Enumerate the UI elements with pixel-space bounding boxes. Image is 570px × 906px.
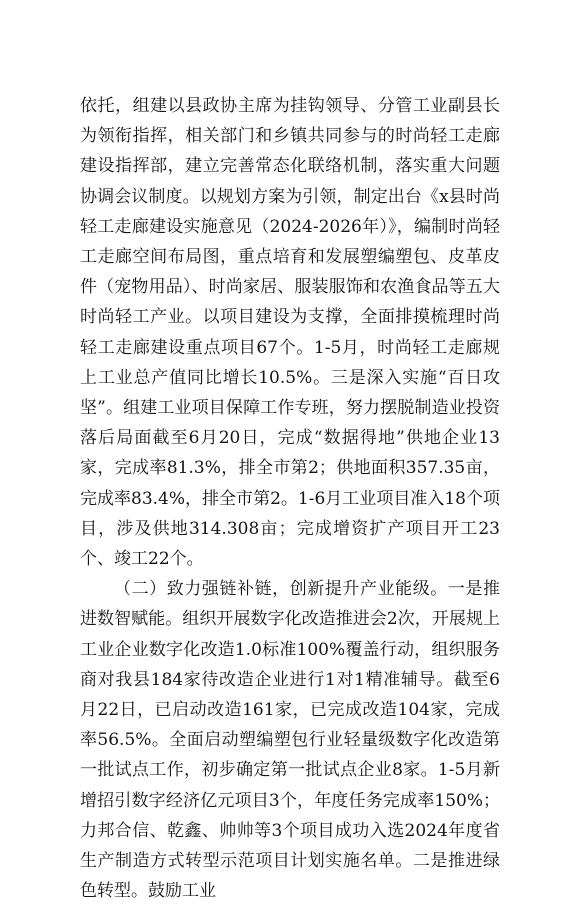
paragraph-continued: 依托，组建以县政协主席为挂钩领导、分管工业副县长为领衔指挥，相关部门和乡镇共同参与的时尚轻工走廊建设指挥部，建立完善常态化联络机制，落实重大问题协调会议制度。以规划方案为引领，制定出台《x县时尚轻工走廊建设实施意见（2024-2026年）》，编制时尚轻工走廊空间布局图，重点培育和发展塑编塑包、皮革皮件（宠物用品）、时尚家居、服装服饰和农渔食品等五大时尚轻工产业。以项目建设为支撑，全面排摸梳理时尚轻工走廊建设重点项目67个。1-5月，时尚轻工走廊规上工业总产值同比增长10.5%。三是深入实施“百日攻坚”。组建工业项目保障工作专班，努力摆脱制造业投资落后局面截至6月20日，完成“数据得地”供地企业13家，完成率81.3%，排全市第2；供地面积357.35亩，完成率83.4%，排全市第2。1-6月工业项目准入18个项目，涉及供地314.308亩；完成增资扩产项目开工23个、竣工22个。: [80, 96, 500, 570]
document-body: [80, 91, 500, 906]
paragraph-section-two: （二）致力强链补链，创新提升产业能级。一是推进数智赋能。组织开展数字化改造推进会2次，开展规上工业企业数字化改造1.0标准100%覆盖行动，组织服务商对我县184家待改造企业进行1对1精准辅导。截至6月22日，已启动改造161家，已完成改造104家，完成率56.5%。全面启动塑编塑包行业轻量级数字化改造第一批试点工作，初步确定第一批试点企业8家。1-5月新增招引数字经济亿元项目3个，年度任务完成率150%；力邦合信、乾鑫、帅帅等3个项目成功入选2024年度省生产制造方式转型示范项目计划实施名单。二是推进绿色转型。鼓励工业: [80, 579, 500, 902]
